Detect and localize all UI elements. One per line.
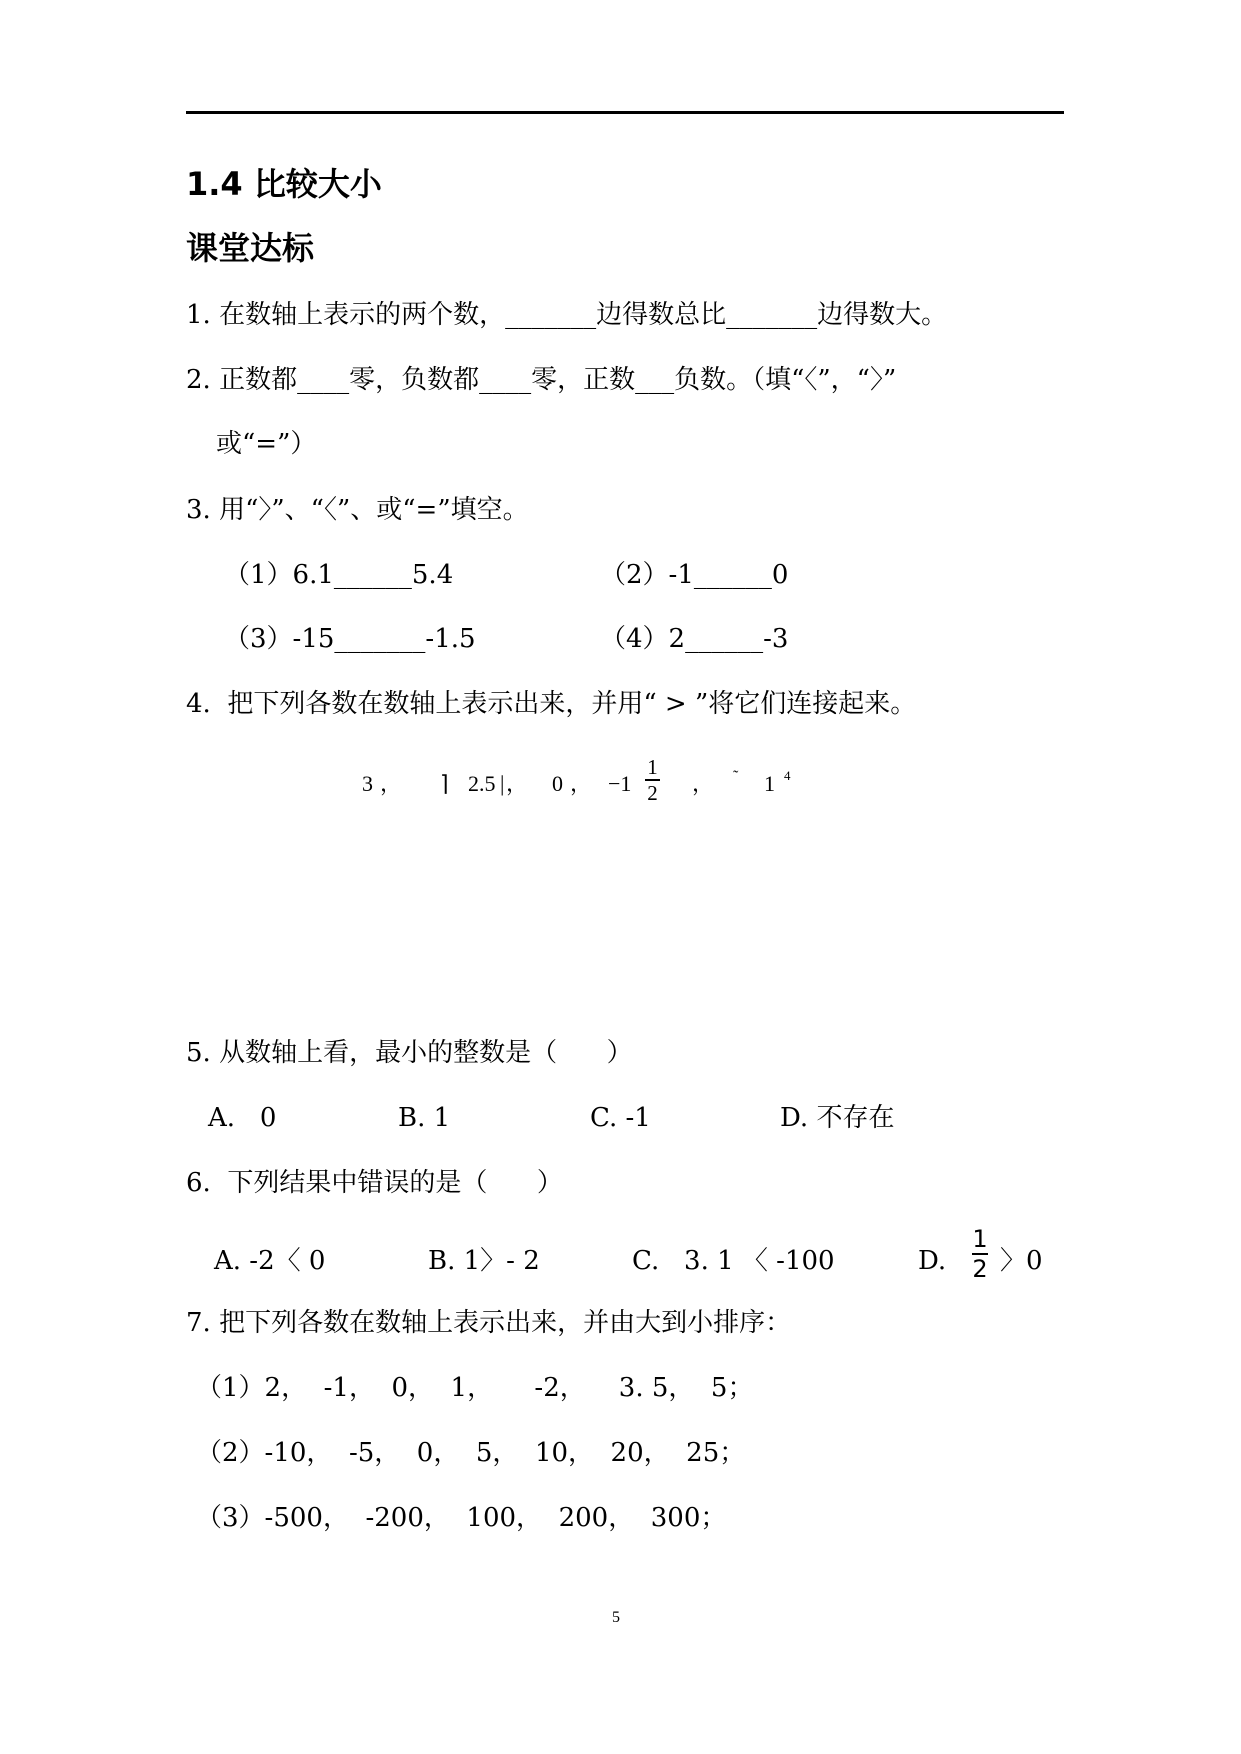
comma: ，	[570, 771, 593, 796]
header-rule	[186, 111, 1064, 114]
q6-option-b: B. 1〉- 2	[428, 1246, 540, 1276]
comma: ，	[380, 771, 403, 796]
q7-row-1: （1）2， -1， 0， 1， -2， 3. 5， 5；	[196, 1373, 754, 1403]
last-number-superscript: 4	[784, 768, 791, 783]
question-3-item-3: （3）-15_______-1.5	[224, 624, 476, 654]
subsection-heading: 课堂达标	[186, 229, 315, 267]
comma: ，	[692, 771, 715, 796]
q6-option-d-tail: 〉0	[1000, 1246, 1043, 1276]
q6-option-c: C. 3. 1 〈 -100	[632, 1246, 835, 1276]
q5-option-b: B. 1	[398, 1103, 451, 1133]
q6-option-d-fraction	[972, 1226, 988, 1282]
fraction-denominator: 2	[972, 1255, 988, 1283]
mixed-number-fraction	[645, 756, 660, 804]
fraction-numerator: 1	[647, 755, 658, 779]
q5-option-a: A. 0	[208, 1103, 277, 1133]
abs-value: 2.5	[468, 771, 496, 796]
question-7-stem: 7. 把下列各数在数轴上表示出来，并由大到小排序：	[186, 1308, 792, 1338]
q5-option-c: C. -1	[590, 1103, 651, 1133]
question-5-stem: 5. 从数轴上看，最小的整数是（ ）	[186, 1038, 633, 1068]
q6-option-a: A. -2〈 0	[214, 1246, 326, 1276]
page-number: 5	[612, 1609, 620, 1626]
fraction-denominator: 2	[647, 780, 658, 805]
comma: ，	[506, 771, 529, 796]
question-4-stem: 4. 把下列各数在数轴上表示出来，并用“ > ”将它们连接起来。	[186, 689, 917, 719]
tilde-mark: ˜	[733, 768, 739, 785]
q7-row-2: （2）-10， -5， 0， 5， 10， 20， 25；	[196, 1438, 746, 1468]
q6-option-d: D.	[918, 1246, 947, 1276]
question-3-stem: 3. 用“〉”、“〈”、或“=”填空。	[186, 495, 529, 525]
last-number-base: 1	[764, 771, 775, 796]
abs-bar-left: ⌉	[440, 771, 449, 796]
question-3-item-1: （1）6.1______5.4	[224, 560, 454, 590]
fraction-numerator: 1	[972, 1225, 988, 1253]
q7-row-3: （3）-500， -200， 100， 200， 300；	[196, 1503, 727, 1533]
question-3-item-4: （4）2______-3	[600, 624, 789, 654]
q5-option-d: D. 不存在	[780, 1103, 895, 1133]
section-heading: 1.4 比较大小	[186, 165, 382, 203]
number-0: 0	[552, 771, 563, 796]
mixed-number-whole: −1	[608, 771, 632, 796]
question-2-line1: 2. 正数都____零，负数都____零，正数___负数。（填“〈”，“〉”	[186, 365, 897, 395]
number-3: 3	[362, 771, 373, 796]
abs-bar-right: |	[500, 771, 505, 796]
question-1: 1. 在数轴上表示的两个数，_______边得数总比_______边得数大。	[186, 300, 948, 330]
question-2-line2: 或“=”）	[216, 429, 317, 459]
question-6-stem: 6. 下列结果中错误的是（ ）	[186, 1168, 563, 1198]
question-3-item-2: （2）-1______0	[600, 560, 789, 590]
